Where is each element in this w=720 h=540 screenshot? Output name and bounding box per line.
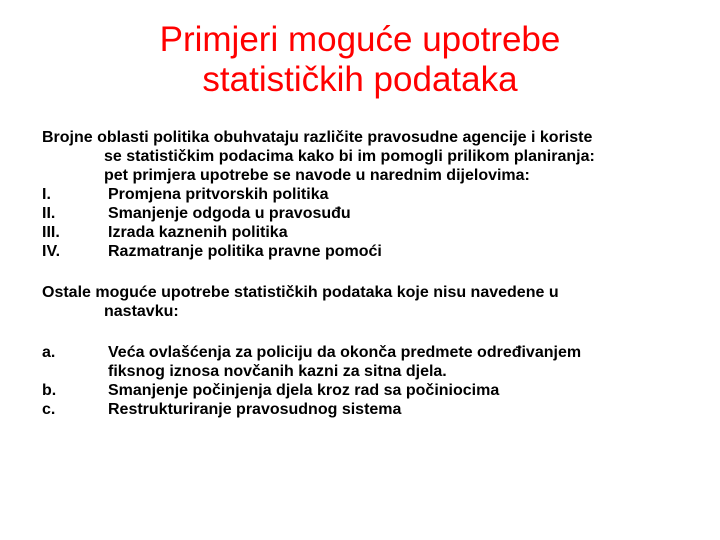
list-item: [42, 381, 682, 400]
list-text-line-1: Veća ovlašćenja za policiju da okonča predmete određivanjem: [108, 344, 582, 361]
intro-paragraph: [42, 128, 682, 185]
list-text-line-2: fiksnog iznosa novčanih kazni za sitna djela.: [108, 363, 447, 380]
list-marker: a.: [42, 344, 56, 361]
list-text: [108, 343, 682, 381]
other-line-2: nastavku:: [104, 303, 179, 320]
list-text: Promjena pritvorskih politika: [108, 186, 329, 203]
spacer: [42, 261, 682, 283]
list-item: [42, 185, 682, 204]
slide-title: [0, 20, 720, 100]
list-marker: c.: [42, 401, 56, 418]
list-text: Restrukturiranje pravosudnog sistema: [108, 401, 402, 418]
intro-line-1: Brojne oblasti politika obuhvataju različite pravosudne agencije i koriste: [42, 129, 593, 146]
list-item: [42, 343, 682, 381]
list-text: Razmatranje politika pravne pomoći: [108, 243, 382, 260]
title-line-2: statističkih podataka: [202, 60, 518, 99]
list-text: Smanjenje počinjenja djela kroz rad sa počiniocima: [108, 382, 500, 399]
other-uses-paragraph: [42, 283, 682, 321]
intro-line-3: pet primjera upotrebe se navode u narednim dijelovima:: [104, 167, 530, 184]
list-marker: I.: [42, 186, 51, 203]
slide-body: [42, 128, 682, 419]
list-item: [42, 204, 682, 223]
title-line-1: Primjeri moguće upotrebe: [159, 20, 561, 59]
list-marker: II.: [42, 205, 56, 222]
intro-line-2: se statističkim podacima kako bi im pomogli prilikom planiranja:: [104, 148, 595, 165]
list-item: [42, 223, 682, 242]
list-text: Izrada kaznenih politika: [108, 224, 288, 241]
list-marker: III.: [42, 224, 60, 241]
list-marker: b.: [42, 382, 57, 399]
other-line-1: Ostale moguće upotrebe statističkih podataka koje nisu navedene u: [42, 284, 559, 301]
roman-list: [42, 185, 682, 261]
list-text: Smanjenje odgoda u pravosuđu: [108, 205, 351, 222]
list-marker: IV.: [42, 243, 61, 260]
letter-list: [42, 343, 682, 419]
list-item: [42, 242, 682, 261]
spacer: [42, 321, 682, 343]
list-item: [42, 400, 682, 419]
